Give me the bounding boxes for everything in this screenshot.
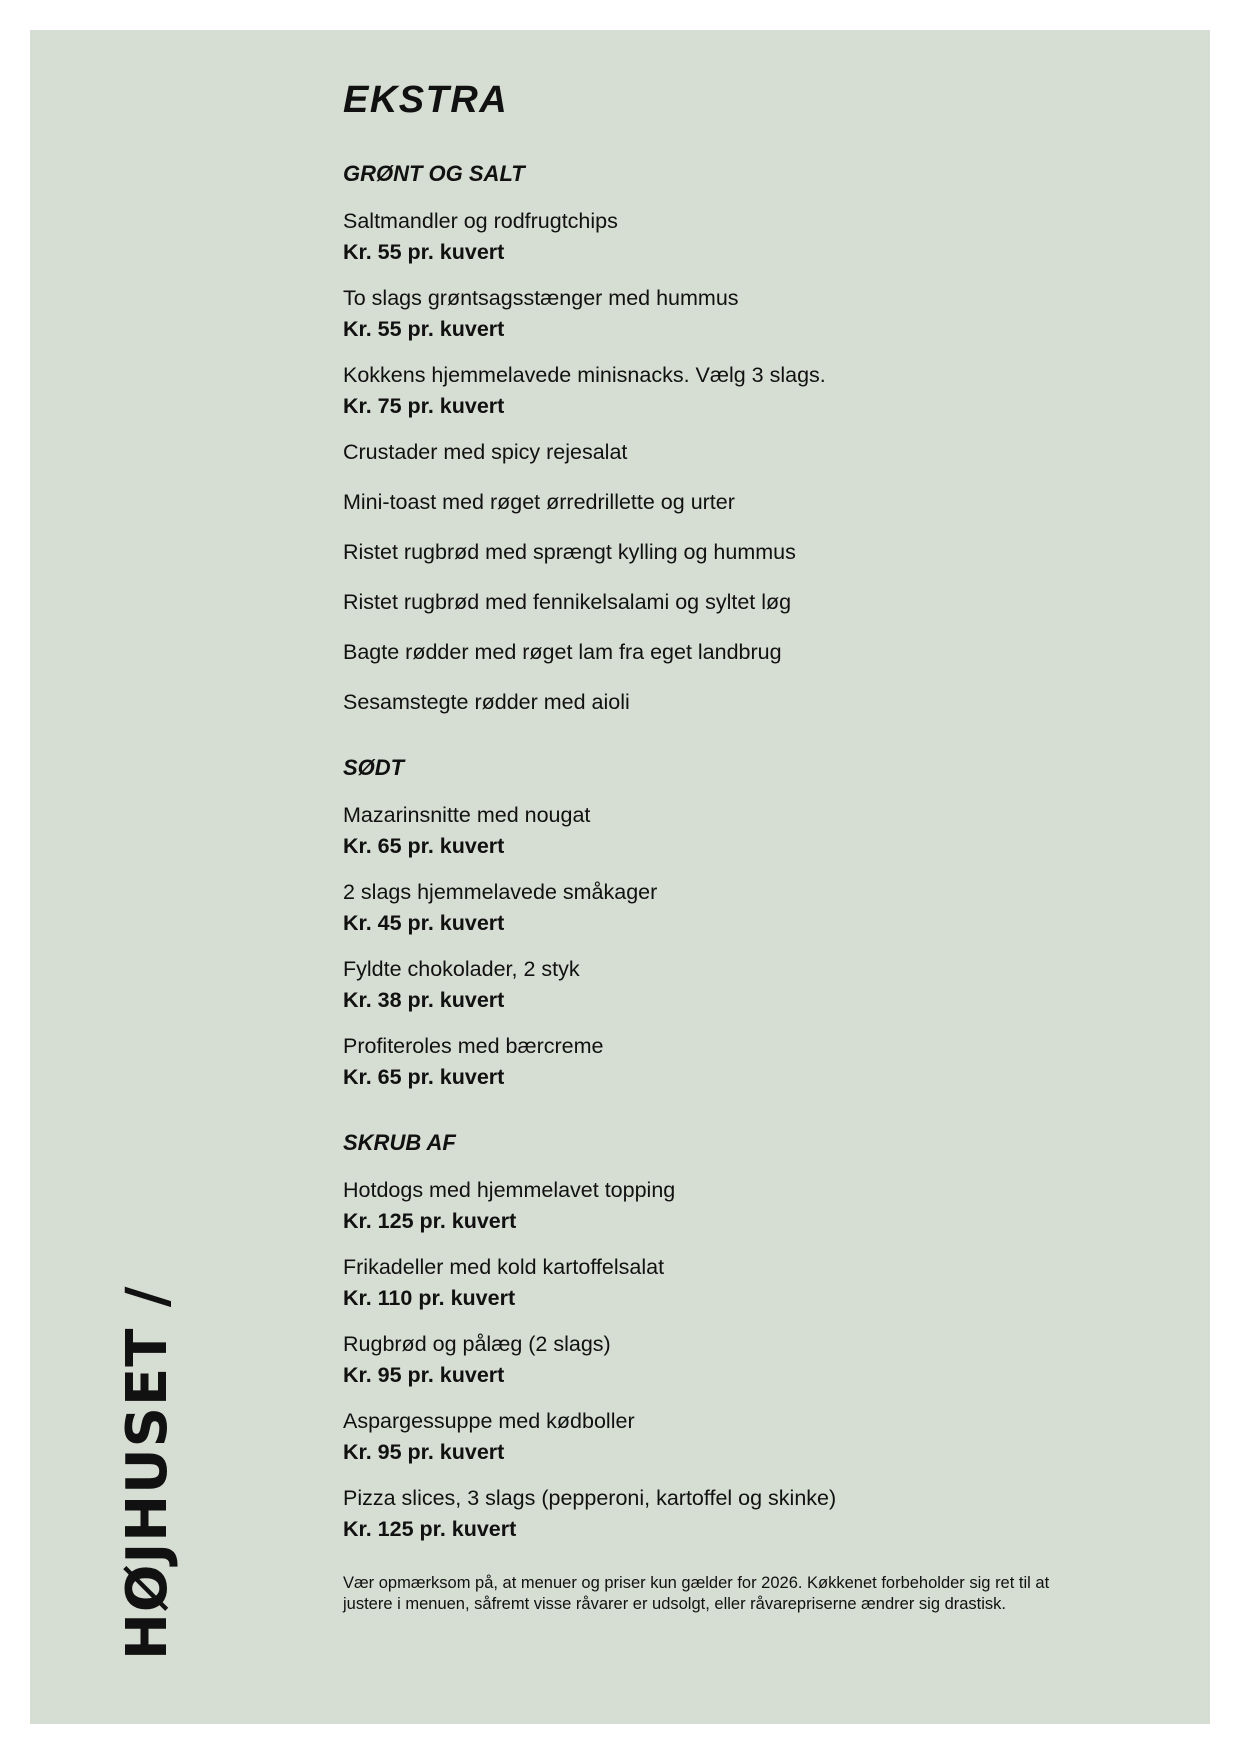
- menu-item: [343, 283, 1103, 345]
- menu-item: [343, 360, 1103, 422]
- page-title: EKSTRA: [343, 79, 509, 121]
- menu-item: [343, 1031, 1103, 1093]
- menu-item: [343, 206, 1103, 268]
- menu-item: [343, 437, 1103, 468]
- menu-content: [343, 80, 1103, 1631]
- item-price: Kr. 65 pr. kuvert: [343, 1065, 505, 1089]
- item-name: Ristet rugbrød med fennikelsalami og syltet løg: [343, 590, 792, 614]
- item-price: Kr. 55 pr. kuvert: [343, 317, 505, 341]
- item-name: 2 slags hjemmelavede småkager: [343, 880, 658, 904]
- item-name: Bagte rødder med røget lam fra eget landbrug: [343, 640, 782, 664]
- item-price: Kr. 110 pr. kuvert: [343, 1286, 516, 1310]
- menu-item: [343, 537, 1103, 568]
- item-name: Fyldte chokolader, 2 styk: [343, 957, 580, 981]
- item-name: Saltmandler og rodfrugtchips: [343, 209, 618, 233]
- item-name: Ristet rugbrød med sprængt kylling og hummus: [343, 540, 796, 564]
- menu-item: [343, 1329, 1103, 1391]
- menu-sheet: [30, 30, 1210, 1724]
- item-name: Kokkens hjemmelavede minisnacks. Vælg 3 slags.: [343, 363, 826, 387]
- menu-item: [343, 1252, 1103, 1314]
- item-price: Kr. 45 pr. kuvert: [343, 911, 505, 935]
- menu-item: [343, 1175, 1103, 1237]
- section-heading: SKRUB AF: [343, 1130, 456, 1155]
- menu-item: [343, 877, 1103, 939]
- section-skrub-af: [343, 1129, 1103, 1545]
- menu-item: [343, 637, 1103, 668]
- item-price: Kr. 38 pr. kuvert: [343, 988, 505, 1012]
- item-name: Aspargessuppe med kødboller: [343, 1409, 635, 1433]
- hojhuset-logo: HØJHUSET /: [115, 1285, 180, 1660]
- menu-item: [343, 954, 1103, 1016]
- item-price: Kr. 95 pr. kuvert: [343, 1363, 505, 1387]
- menu-item: [343, 1406, 1103, 1468]
- menu-item: [343, 687, 1103, 718]
- section-sodt: [343, 754, 1103, 1093]
- item-price: Kr. 65 pr. kuvert: [343, 834, 505, 858]
- item-name: Frikadeller med kold kartoffelsalat: [343, 1255, 665, 1279]
- item-name: Pizza slices, 3 slags (pepperoni, kartoffel og skinke): [343, 1486, 837, 1510]
- menu-item: [343, 800, 1103, 862]
- item-name: Sesamstegte rødder med aioli: [343, 690, 630, 714]
- item-price: Kr. 75 pr. kuvert: [343, 394, 505, 418]
- item-name: Rugbrød og pålæg (2 slags): [343, 1332, 611, 1356]
- item-price: Kr. 125 pr. kuvert: [343, 1517, 517, 1541]
- section-gront-og-salt: [343, 160, 1103, 718]
- item-name: Mazarinsnitte med nougat: [343, 803, 591, 827]
- menu-item: [343, 587, 1103, 618]
- item-name: Hotdogs med hjemmelavet topping: [343, 1178, 676, 1202]
- item-price: Kr. 55 pr. kuvert: [343, 240, 505, 264]
- item-price: Kr. 95 pr. kuvert: [343, 1440, 505, 1464]
- item-name: To slags grøntsagsstænger med hummus: [343, 286, 739, 310]
- item-name: Profiteroles med bærcreme: [343, 1034, 604, 1058]
- section-heading: GRØNT OG SALT: [343, 161, 525, 186]
- item-name: Crustader med spicy rejesalat: [343, 440, 628, 464]
- section-heading: SØDT: [343, 755, 405, 780]
- disclaimer-text: Vær opmærksom på, at menuer og priser kun gælder for 2026. Køkkenet forbeholder sig ret til at justere i menuen, såfremt visse råvarer er udsolgt, eller råvarepriserne ændrer sig drastisk.: [343, 1574, 1050, 1613]
- item-name: Mini-toast med røget ørredrillette og urter: [343, 490, 735, 514]
- item-price: Kr. 125 pr. kuvert: [343, 1209, 517, 1233]
- menu-item: [343, 487, 1103, 518]
- menu-item: [343, 1483, 1103, 1545]
